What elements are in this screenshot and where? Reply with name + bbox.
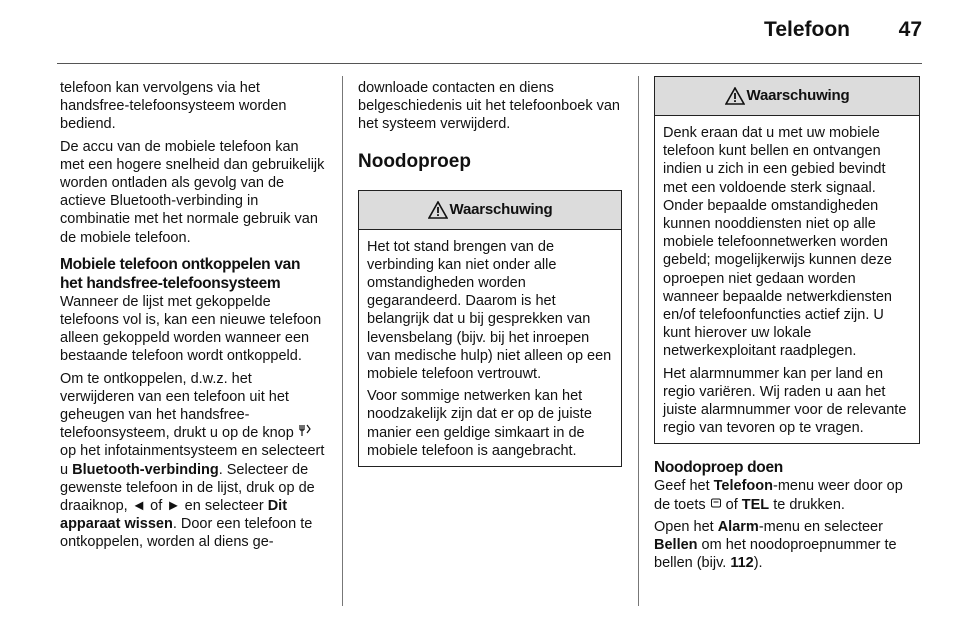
warning-paragraph: Voor sommige netwerken kan het noodzakelijk zijn dat er op de juiste manier een geldige simkaart in de mobiele telefoon is aangebracht. <box>367 388 592 459</box>
button-label-tel: TEL <box>741 496 770 513</box>
column-left <box>60 79 326 556</box>
text-run: . Selecteer de gewenste telefoon in de lijst, druk op de draaiknop, <box>60 461 315 515</box>
config-button-icon <box>298 424 311 442</box>
page-title: Telefoon <box>764 18 850 41</box>
paragraph <box>654 518 920 573</box>
text-run: . Door een telefoon te ontkoppelen, worden al diens ge- <box>60 516 313 551</box>
menu-label-alarm: Alarm <box>717 518 759 535</box>
section-heading: Noodoproep doen <box>654 459 783 477</box>
paragraph: telefoon kan vervolgens via het handsfree-telefoonsysteem worden bediend. <box>60 80 287 133</box>
text-run: Om te ontkoppelen, d.w.z. het verwijderen van een telefoon uit het geheugen van het handsfree-telefoonsysteem, drukt u op de knop <box>60 370 294 442</box>
warning-header <box>359 191 621 230</box>
text-run: of <box>725 496 738 513</box>
warning-triangle-icon <box>725 87 745 105</box>
header-rule <box>57 63 922 64</box>
text-run: te drukken. <box>773 496 845 513</box>
phone-button-icon <box>710 496 722 514</box>
warning-title: Waarschuwing <box>449 200 553 218</box>
paragraph: De accu van de mobiele telefoon kan met een hogere snelheid dan gebruikelijk worden ontladen als gevolg van de actieve Bluetooth-verbinding in combinatie met het normale gebruik van de mobiele telefoon. <box>60 138 325 246</box>
text-run: en selecteer <box>184 498 264 515</box>
right-arrow-glyph: ► <box>166 498 181 515</box>
menu-label-bluetooth: Bluetooth-verbinding <box>72 461 219 478</box>
left-arrow-glyph: ◄ <box>131 498 147 515</box>
warning-paragraph: Het alarmnummer kan per land en regio variëren. Wij raden u aan het juiste alarmnummer voor de relevante regio van tevoren op te vragen. <box>663 365 907 437</box>
menu-label-delete-device: Dit apparaat wissen <box>60 498 288 533</box>
warning-title: Waarschuwing <box>746 86 850 104</box>
warning-body <box>655 116 919 443</box>
text-run: Open het <box>654 518 714 535</box>
text-run: -menu weer door op de toets <box>654 478 903 513</box>
text-run: Geef het <box>654 478 710 495</box>
emergency-number: 112 <box>730 555 754 572</box>
section-heading: Mobiele telefoon ontkoppelen van het handsfree-telefoonsysteem <box>60 255 301 292</box>
section-heading: Noodoproep <box>358 150 471 172</box>
text-run: ). <box>753 555 763 572</box>
paragraph: downloade contacten en diens belgeschiedenis uit het telefoonboek van het systeem verwijderd. <box>358 80 620 133</box>
text-run: -menu en selecteer <box>758 518 883 535</box>
column-middle <box>358 79 622 467</box>
text-run: op het infotainmentsysteem en selecteert u <box>60 443 325 478</box>
paragraph <box>60 370 326 552</box>
menu-label-bellen: Bellen <box>654 537 698 554</box>
warning-body <box>359 230 621 466</box>
menu-label-telefoon: Telefoon <box>713 478 773 495</box>
text-run: of <box>150 498 163 515</box>
column-right <box>654 76 920 576</box>
warning-box <box>654 76 920 444</box>
warning-header <box>655 77 919 116</box>
paragraph <box>654 477 920 513</box>
column-divider-1 <box>342 76 343 606</box>
warning-box <box>358 190 622 467</box>
warning-paragraph: Het tot stand brengen van de verbinding kan niet onder alle omstandigheden worden gegarandeerd. Daarom is het belangrijk dat u bij gesprekken van levensbelang (bijv. bij het inroepen van medische hulp) niet alleen op een mobiele telefoon vertrouwt. <box>367 238 612 383</box>
text-run: om het noodoproepnummer te bellen (bijv. <box>654 537 897 572</box>
paragraph: Wanneer de lijst met gekoppelde telefoons vol is, kan een nieuwe telefoon alleen gekoppeld worden wanneer een bestaande telefoon wordt ontkoppeld. <box>60 293 322 365</box>
column-divider-2 <box>638 76 639 606</box>
page-number: 47 <box>898 18 922 41</box>
warning-triangle-icon <box>428 201 448 219</box>
warning-paragraph: Denk eraan dat u met uw mobiele telefoon kunt bellen en ontvangen indien u zich in een gebied bevindt met een voldoende sterk signaal. Onder bepaalde omstandigheden kunnen nooddiensten niet op alle mobiele telefoonnetwerken worden gebeld; mogelijkerwijs kunnen deze oproepen niet gedaan worden wanneer bepaalde netwerkdiensten en/of telefoonfuncties actief zijn. U kunt hierover uw lokale netwerkexploitant raadplegen. <box>663 125 892 360</box>
